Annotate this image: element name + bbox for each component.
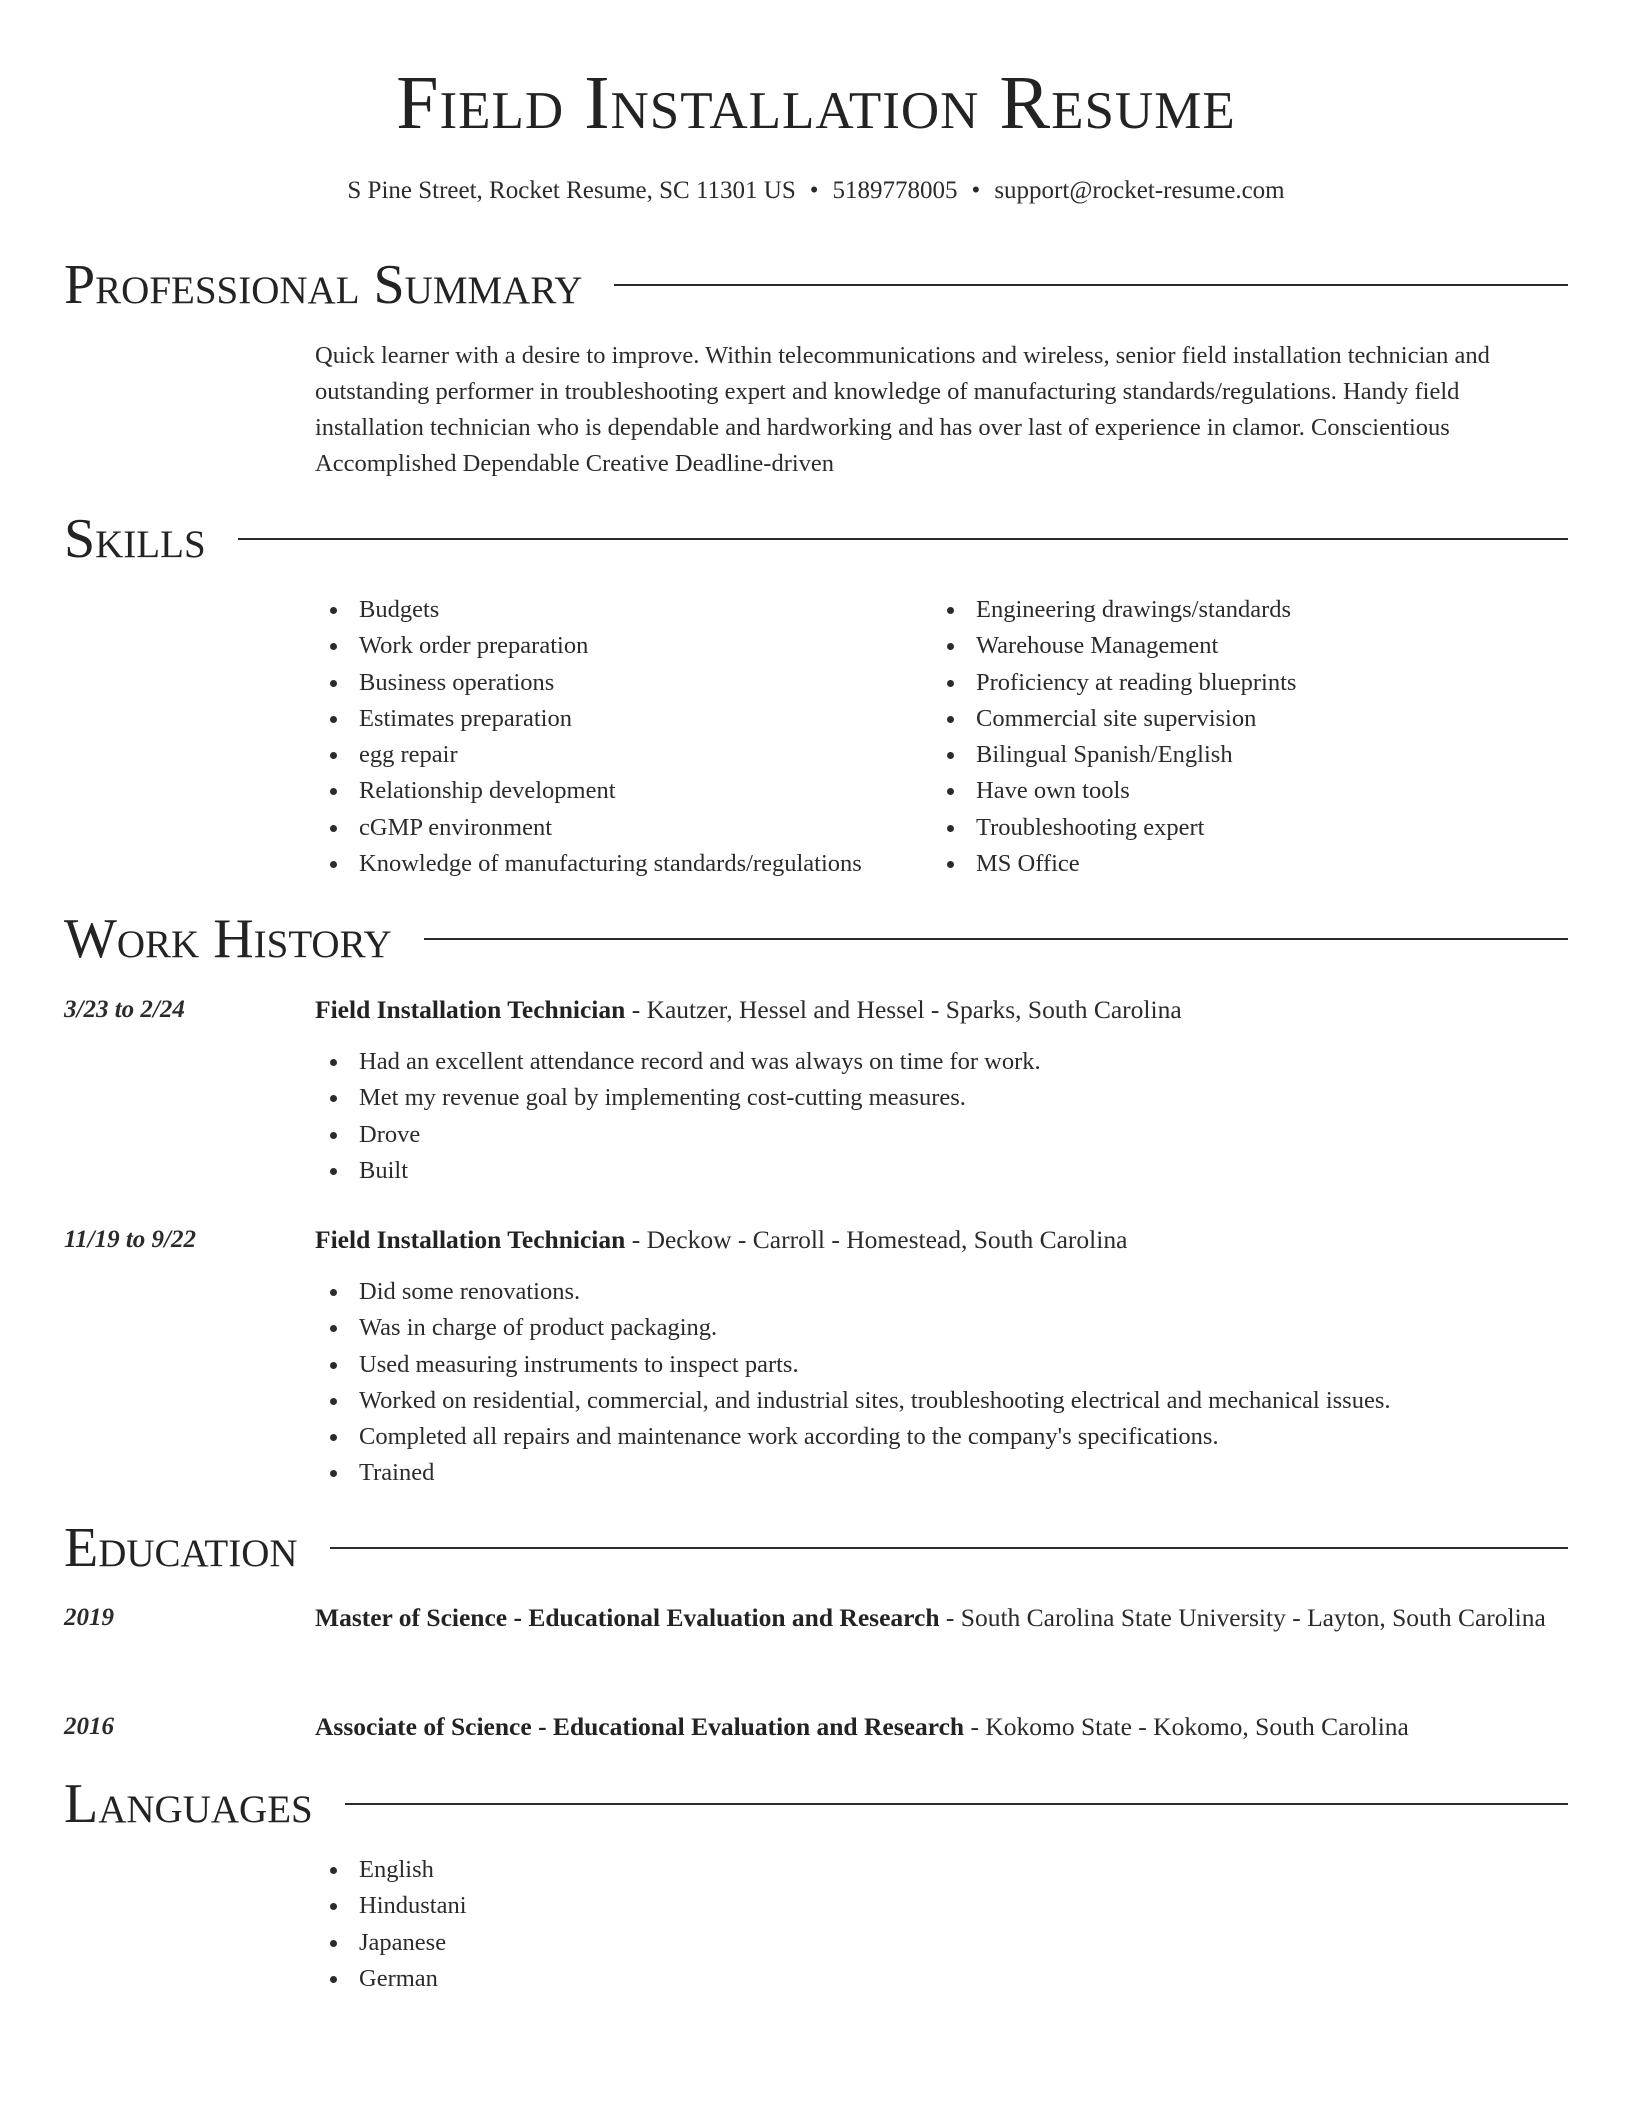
duty-item: Met my revenue goal by implementing cost-cutting measures.: [315, 1080, 1568, 1116]
job-title: Field Installation Technician: [315, 1225, 626, 1254]
section-title-skills: Skills: [64, 508, 206, 570]
duty-item: Built: [315, 1153, 1568, 1189]
section-divider: [330, 1547, 1568, 1549]
section-header-languages: [64, 1771, 1568, 1837]
language-item: Hindustani: [315, 1888, 1568, 1924]
skill-item: Bilingual Spanish/English: [932, 737, 1549, 773]
skill-item: Proficiency at reading blueprints: [932, 665, 1549, 701]
language-item: German: [315, 1961, 1568, 1997]
duty-item: Did some renovations.: [315, 1274, 1568, 1310]
job-dates: 11/19 to 9/22: [64, 1226, 196, 1253]
duty-item: Was in charge of product packaging.: [315, 1310, 1568, 1346]
skill-item: Estimates preparation: [315, 701, 932, 737]
job-duties: [315, 1274, 1568, 1492]
skills-column-left: [315, 592, 932, 882]
section-title-summary: Professional Summary: [64, 254, 583, 316]
skill-item: Commercial site supervision: [932, 701, 1549, 737]
skill-item: Engineering drawings/standards: [932, 592, 1549, 628]
section-divider: [345, 1803, 1568, 1805]
duty-item: Completed all repairs and maintenance work according to the company's specifications.: [315, 1419, 1568, 1455]
section-title-work-history: Work History: [64, 908, 392, 970]
skills-column-right: [932, 592, 1549, 882]
duty-item: Drove: [315, 1117, 1568, 1153]
degree-title: Master of Science - Educational Evaluation and Research: [315, 1603, 940, 1632]
job-heading: [315, 1221, 1568, 1259]
skill-item: Work order preparation: [315, 628, 932, 664]
section-title-education: Education: [64, 1517, 298, 1579]
skill-item: Knowledge of manufacturing standards/regulations: [315, 846, 932, 882]
duty-item: Worked on residential, commercial, and industrial sites, troubleshooting electrical and mechanical issues.: [315, 1383, 1568, 1419]
skill-item: Business operations: [315, 665, 932, 701]
contact-address: S Pine Street, Rocket Resume, SC 11301 US: [347, 177, 796, 204]
education-entry: [315, 1708, 1568, 1746]
section-header-summary: [64, 252, 1568, 318]
education-year: 2019: [64, 1604, 114, 1631]
education-year: 2016: [64, 1713, 114, 1740]
job-duties: [315, 1044, 1568, 1189]
section-divider: [614, 284, 1568, 286]
duty-item: Trained: [315, 1455, 1568, 1491]
language-item: Japanese: [315, 1925, 1568, 1961]
resume-title: Field Installation Resume: [396, 61, 1236, 145]
contact-phone: 5189778005: [832, 177, 958, 204]
section-title-languages: Languages: [64, 1773, 313, 1835]
section-header-education: [64, 1515, 1568, 1581]
contact-line: [0, 174, 1632, 208]
job-employer: - Deckow - Carroll - Homestead, South Carolina: [625, 1225, 1128, 1254]
skill-item: Warehouse Management: [932, 628, 1549, 664]
contact-separator: •: [971, 177, 981, 204]
section-header-work-history: [64, 906, 1568, 972]
school-details: - Kokomo State - Kokomo, South Carolina: [964, 1712, 1409, 1741]
language-item: English: [315, 1852, 1568, 1888]
skill-item: Relationship development: [315, 773, 932, 809]
section-header-skills: [64, 506, 1568, 572]
skill-item: MS Office: [932, 846, 1549, 882]
contact-email: support@rocket-resume.com: [994, 177, 1285, 204]
section-divider: [238, 538, 1568, 540]
skill-item: Troubleshooting expert: [932, 810, 1549, 846]
school-details: - South Carolina State University - Layton, South Carolina: [939, 1603, 1546, 1632]
duty-item: Had an excellent attendance record and was always on time for work.: [315, 1044, 1568, 1080]
job-dates: 3/23 to 2/24: [64, 996, 185, 1023]
job-employer: - Kautzer, Hessel and Hessel - Sparks, South Carolina: [625, 995, 1182, 1024]
job-title: Field Installation Technician: [315, 995, 626, 1024]
education-entry: [315, 1599, 1568, 1637]
skill-item: cGMP environment: [315, 810, 932, 846]
job-heading: [315, 991, 1568, 1029]
section-divider: [424, 938, 1568, 940]
languages-list: [315, 1852, 1568, 1997]
skills-list: [315, 592, 1565, 882]
duty-item: Used measuring instruments to inspect parts.: [315, 1347, 1568, 1383]
summary-text: Quick learner with a desire to improve. Within telecommunications and wireless, senior field installation technician and outstanding performer in troubleshooting expert and knowledge of manufacturing standards/regulations. Handy field installation technician who is dependable and hardworking and has over last of experience in clamor. Conscientious Accomplished Dependable Creative Deadline-driven: [315, 342, 1490, 477]
contact-separator: •: [809, 177, 819, 204]
skill-item: Have own tools: [932, 773, 1549, 809]
degree-title: Associate of Science - Educational Evaluation and Research: [315, 1712, 965, 1741]
summary-block: [315, 338, 1568, 482]
skill-item: Budgets: [315, 592, 932, 628]
skill-item: egg repair: [315, 737, 932, 773]
